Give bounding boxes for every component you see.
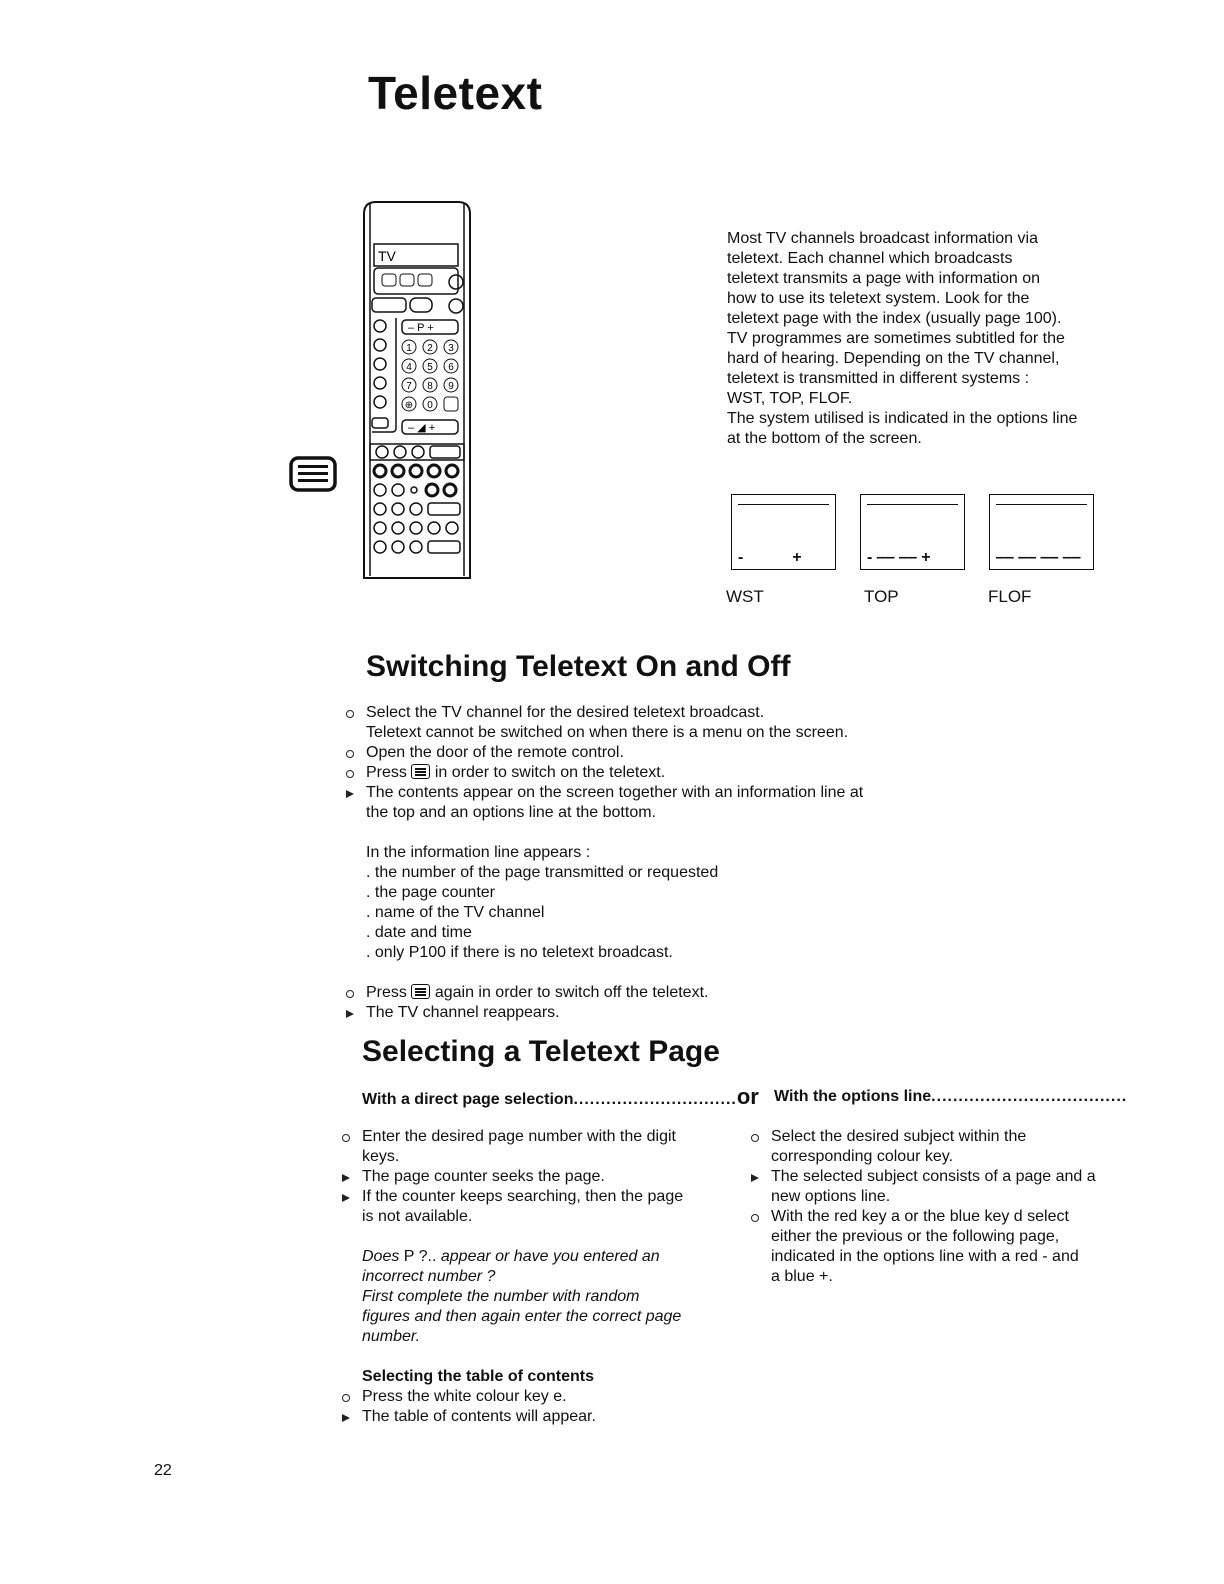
remote-control-illustration (362, 200, 474, 580)
teletext-key-icon (411, 764, 430, 779)
top-screen (860, 494, 965, 570)
step-text: indicated in the options line with a red - and (771, 1248, 1079, 1265)
svg-text:⊕: ⊕ (404, 400, 414, 411)
svg-text:0: 0 (427, 400, 433, 411)
intro-line: The system utilised is indicated in the options line (727, 410, 1078, 427)
step-text: Press the white colour key e. (362, 1388, 567, 1405)
step-text: Press (366, 764, 407, 781)
teletext-key-icon (411, 984, 430, 999)
result-text: The page counter seeks the page. (362, 1168, 605, 1185)
intro-line: teletext transmits a page with information on (727, 270, 1041, 287)
info-item: . only P100 if there is no teletext broadcast. (366, 944, 673, 961)
left-column-heading: With a direct page selection..............................or (362, 1084, 759, 1109)
note-line: First complete the number with random (362, 1288, 640, 1305)
note-line: Does P ?.. appear or have you entered an (362, 1248, 660, 1265)
step-text: either the previous or the following page, (771, 1228, 1060, 1245)
svg-text:2: 2 (427, 343, 433, 354)
step-text: corresponding colour key. (771, 1148, 954, 1165)
info-item: . name of the TV channel (366, 904, 545, 921)
intro-line: hard of hearing. Depending on the TV channel, (727, 350, 1060, 367)
section-title-selecting: Selecting a Teletext Page (362, 1035, 720, 1068)
step-text: keys. (362, 1148, 400, 1165)
step-text: again in order to switch off the teletext. (434, 984, 709, 1001)
result-text: If the counter keeps searching, then the page (362, 1188, 684, 1205)
top-label: TOP (864, 587, 899, 606)
step-text: Press (366, 984, 407, 1001)
options-line-column (745, 1127, 1145, 1287)
svg-text:1: 1 (406, 343, 412, 354)
result-text: the top and an options line at the bottom. (366, 804, 656, 821)
section-title-switching: Switching Teletext On and Off (366, 650, 791, 683)
flof-options-line: ‒‒ ‒‒ ‒‒ ‒‒ (996, 549, 1081, 566)
toc-heading: Selecting the table of contents (362, 1368, 595, 1385)
result-text: is not available. (362, 1208, 473, 1225)
info-item: . date and time (366, 924, 472, 941)
direct-selection-column (336, 1127, 726, 1427)
info-item: . the number of the page transmitted or requested (366, 864, 719, 881)
step-text: Enter the desired page number with the digit (362, 1128, 676, 1145)
or-label: or (736, 1084, 759, 1109)
intro-line: teletext page with the index (usually page 100). (727, 310, 1062, 327)
note-line: figures and then again enter the correct page (362, 1308, 682, 1325)
flof-screen (989, 494, 1094, 570)
svg-text:8: 8 (427, 381, 433, 392)
remote-display-label: TV (378, 248, 396, 264)
step-text: With the red key a or the blue key d select (771, 1208, 1069, 1225)
intro-line: teletext. Each channel which broadcasts (727, 250, 1013, 267)
svg-text:6: 6 (448, 362, 454, 373)
result-text: new options line. (771, 1188, 891, 1205)
flof-label: FLOF (988, 587, 1032, 606)
step-text: Teletext cannot be switched on when there is a menu on the screen. (366, 724, 849, 741)
svg-text:– ◢ +: – ◢ + (408, 422, 436, 434)
step-text: Select the desired subject within the (771, 1128, 1027, 1145)
result-text: The TV channel reappears. (366, 1004, 560, 1021)
page-title: Teletext (368, 67, 543, 119)
wst-options-line: - + (738, 549, 802, 566)
result-text: The selected subject consists of a page and a (771, 1168, 1096, 1185)
step-text: Open the door of the remote control. (366, 744, 624, 761)
intro-line: how to use its teletext system. Look for the (727, 290, 1030, 307)
top-options-line: - ‒‒ ‒‒ + (867, 549, 931, 566)
result-text: The contents appear on the screen together with an information line at (366, 784, 864, 801)
svg-text:4: 4 (406, 362, 412, 373)
intro-line: teletext is transmitted in different systems : (727, 370, 1030, 387)
wst-label: WST (726, 587, 764, 606)
switching-instructions (340, 703, 960, 1023)
svg-text:– P +: – P + (408, 322, 434, 334)
info-item: . the page counter (366, 884, 495, 901)
teletext-icon (289, 456, 337, 492)
svg-text:3: 3 (448, 343, 454, 354)
svg-text:9: 9 (448, 381, 454, 392)
svg-text:5: 5 (427, 362, 433, 373)
wst-screen (731, 494, 836, 570)
step-text: a blue +. (771, 1268, 833, 1285)
intro-line: WST, TOP, FLOF. (727, 390, 853, 407)
intro-line: TV programmes are sometimes subtitled for the (727, 330, 1065, 347)
intro-paragraph (727, 229, 1147, 449)
note-line: number. (362, 1328, 421, 1345)
svg-text:7: 7 (406, 381, 412, 392)
note-line: incorrect number ? (362, 1268, 496, 1285)
info-heading: In the information line appears : (366, 844, 591, 861)
step-text: Select the TV channel for the desired teletext broadcast. (366, 704, 765, 721)
step-text: in order to switch on the teletext. (434, 764, 666, 781)
result-text: The table of contents will appear. (362, 1408, 596, 1425)
right-column-heading: With the options line.................................... (774, 1088, 1128, 1105)
page-number: 22 (154, 1462, 172, 1479)
intro-line: at the bottom of the screen. (727, 430, 922, 447)
intro-line: Most TV channels broadcast information via (727, 230, 1038, 247)
